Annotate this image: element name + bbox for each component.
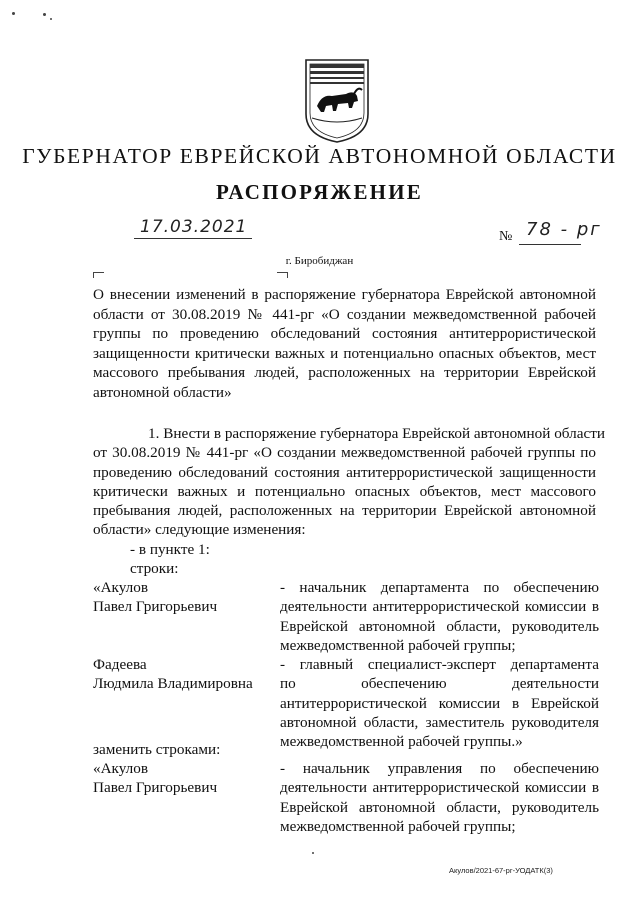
date-underline: [134, 238, 252, 239]
member-surname: «Акулов: [93, 579, 148, 596]
paragraph-line: области» следующие изменения:: [93, 521, 306, 539]
coat-of-arms-emblem: [302, 56, 372, 144]
number-underline: [519, 244, 581, 245]
description-line: межведомственной рабочей группы;: [280, 636, 516, 654]
date-handwritten: 17.03.2021: [140, 217, 248, 237]
member-name: [93, 578, 217, 617]
description-line: деятельности антитеррористической комиссии в: [280, 779, 599, 797]
scan-speck: [50, 18, 52, 20]
member-name: [93, 759, 217, 798]
member-surname: Фадеева: [93, 656, 147, 673]
description-line: - начальник департамента по обеспечению: [280, 579, 599, 596]
subject-line: защищенности критически важных и потенциально опасных объектов, мест: [93, 344, 596, 362]
paragraph-line: критически важных и потенциально опасных объектов, мест массового: [93, 482, 596, 500]
document-type-title: РАСПОРЯЖЕНИЕ: [216, 180, 423, 204]
description-line: межведомственной рабочей группы.»: [280, 733, 523, 751]
member-name: [93, 655, 253, 694]
subject-line: массового пребывания людей, расположенных на территории Еврейской: [93, 364, 596, 381]
subject-line: области от 30.08.2019 № 441-рг «О создании межведомственной рабочей: [93, 305, 596, 323]
description-line: - главный специалист-эксперт департамента: [280, 656, 599, 673]
description-line: межведомственной рабочей группы;: [280, 817, 516, 835]
subject-bracket-left: [93, 272, 104, 278]
subject-bracket-right: [277, 272, 288, 278]
footer-document-code: Акулов/2021-67-рг-УОДАТК(3): [449, 866, 553, 875]
description-line: антитеррористической комиссии в Еврейской: [280, 694, 599, 712]
scan-speck: [43, 13, 46, 16]
paragraph-line: пребывания людей, расположенных на территории Еврейской автономной: [93, 502, 596, 520]
member-surname: «Акулов: [93, 760, 148, 777]
replace-with-label: заменить строками:: [93, 741, 221, 758]
description-line: Еврейской автономной области, руководитель: [280, 617, 599, 635]
paragraph-1: [93, 424, 605, 540]
member-given-names: Людмила Владимировна: [93, 675, 253, 693]
subject-line: группы по проведению обследований состояния антитеррористической: [93, 325, 596, 342]
governor-heading: ГУБЕРНАТОР ЕВРЕЙСКОЙ АВТОНОМНОЙ ОБЛАСТИ: [22, 144, 617, 168]
scan-speck: [12, 12, 15, 15]
subject-line: О внесении изменений в распоряжение губернатора Еврейской автономной: [93, 286, 596, 303]
description-line: по обеспечению деятельности: [280, 675, 599, 693]
description-line: деятельности антитеррористической комиссии в: [280, 598, 599, 616]
member-given-names: Павел Григорьевич: [93, 598, 218, 616]
paragraph-line: проведению обследований состояния антитеррористической защищенности: [93, 463, 596, 481]
subject-line: автономной области»: [93, 383, 232, 401]
number-handwritten: 78 - рг: [526, 219, 602, 240]
description-line: Еврейской автономной области, руководитель: [280, 798, 599, 816]
description-line: - начальник управления по обеспечению: [280, 760, 599, 777]
member-description: [280, 578, 599, 655]
member-description: [280, 655, 599, 751]
paragraph-line: 1. Внести в распоряжение губернатора Еврейской автономной области: [148, 425, 605, 442]
number-sign: №: [499, 229, 513, 244]
scan-speck: [312, 852, 314, 854]
item-point-label: - в пункте 1:: [130, 541, 210, 558]
item-lines-label: строки:: [130, 560, 179, 577]
member-description: [280, 759, 599, 836]
description-line: автономной области, заместитель руководителя: [280, 713, 599, 731]
member-given-names: Павел Григорьевич: [93, 779, 218, 797]
city-label: г. Биробиджан: [285, 255, 354, 267]
paragraph-line: от 30.08.2019 № 441-рг «О создании межведомственной рабочей группы по: [93, 444, 596, 462]
subject-block: [93, 285, 596, 402]
